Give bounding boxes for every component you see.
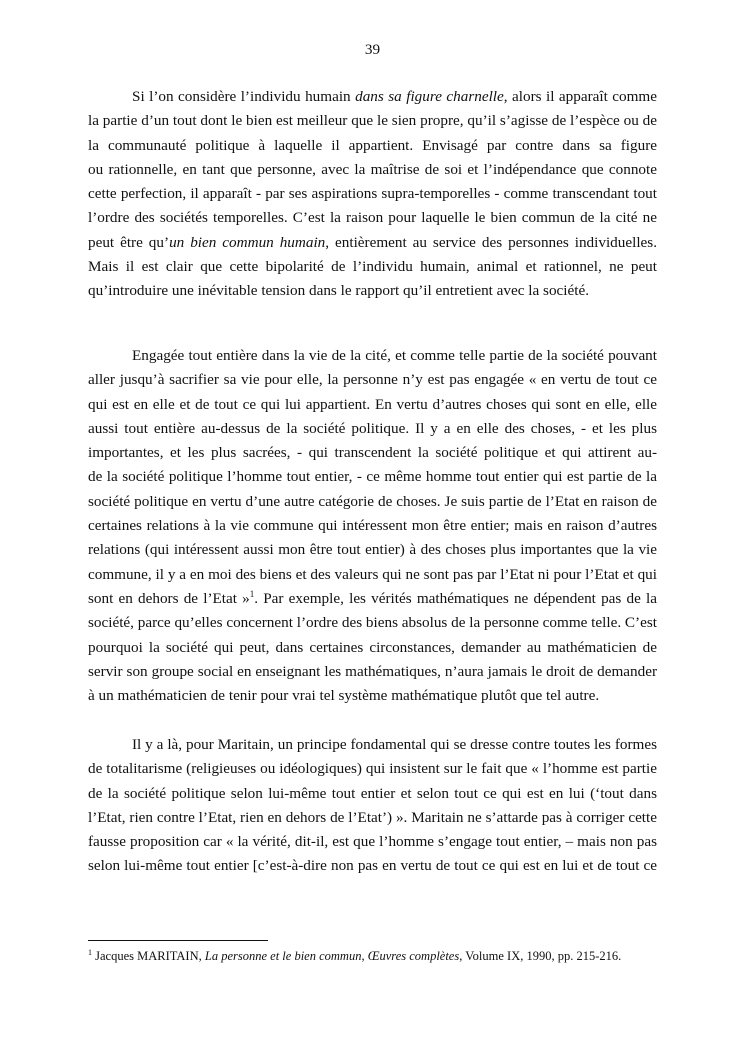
- text-segment: l’Etat, rien contre l’Etat, rien en dehors de l’Etat’) ». Maritain ne s’attarde pas à corriger cette: [88, 808, 657, 826]
- text-line: [88, 490, 657, 514]
- text-line: [88, 134, 657, 158]
- text-segment: certaines relations à la vie commune qui intéressent mon être entier; mais en raison d’autres: [88, 517, 657, 535]
- text-line: [88, 368, 657, 392]
- footnote-details: , Volume IX, 1990, pp. 215-216.: [459, 949, 622, 963]
- text-segment: aller jusqu’à sacrifier sa vie pour elle, la personne n’y est pas engagée « en vertu de tout ce: [88, 371, 657, 389]
- text-segment: qui est en elle et de tout ce qui lui appartient. En vertu d’autres choses qui sont en elle, elle: [88, 395, 657, 413]
- text-segment: , alors il apparaît comme: [503, 88, 657, 105]
- text-segment: Mais il est clair que cette bipolarité de l’individu humain, animal et rationnel, ne peut: [88, 258, 657, 276]
- text-line: [88, 279, 657, 303]
- text-line: [88, 109, 657, 133]
- text-line: [88, 660, 657, 684]
- text-line: [88, 231, 657, 255]
- text-line: [88, 182, 657, 206]
- text-segment: . Par exemple, les vérités mathématiques ne dépendent pas de la: [254, 589, 657, 607]
- text-line: [88, 344, 657, 368]
- page-number: 39: [364, 41, 381, 58]
- footnote-marker: 1: [88, 948, 92, 957]
- paragraph-3: [88, 733, 657, 879]
- footnote-reference: 1: [249, 588, 255, 599]
- text-line: [88, 441, 657, 465]
- text-line: [88, 684, 657, 708]
- text-segment: de totalitarisme (religieuses ou idéologiques) qui insistent sur le fait que « l’homme est partie: [88, 760, 657, 778]
- footnote-collection: Œuvres complètes: [367, 949, 460, 963]
- text-line: [88, 757, 657, 781]
- text-line: [88, 85, 657, 109]
- text-segment: la communauté politique à laquelle il appartient. Envisagé par contre dans sa figure: [88, 136, 657, 154]
- text-segment: pourquoi la société qui peut, dans certaines circonstances, demander au mathématicien de: [88, 638, 657, 656]
- text-line: [88, 611, 657, 635]
- footnote: [88, 947, 621, 965]
- text-line: [88, 587, 657, 611]
- italic-text: un bien commun humain: [169, 233, 326, 251]
- text-line: [88, 206, 657, 230]
- text-segment: société politique en vertu d’une autre catégorie de choses. Je suis partie de l’Etat en raison de: [88, 492, 657, 510]
- text-segment: commune, il y a en moi des biens et des valeurs qui ne sont pas par l’Etat ni pour l’Etat et qui: [88, 565, 657, 583]
- text-line: [88, 465, 657, 489]
- text-line: [88, 255, 657, 279]
- text-segment: société, parce qu’elles concernent l’ordre des biens absolus de la personne comme telle. C’est: [88, 614, 657, 632]
- text-line: [88, 393, 657, 417]
- paragraph-2: [88, 344, 657, 708]
- text-segment: sont en dehors de l’Etat »: [88, 589, 250, 607]
- text-line: [88, 782, 657, 806]
- text-line: [88, 158, 657, 182]
- footnote-title: La personne et le bien commun: [204, 949, 362, 963]
- text-segment: ou rationnelle, en tant que personne, avec la maîtrise de soi et l’indépendance que connote: [88, 160, 657, 178]
- text-segment: aussi tout entière au-dessus de la société politique. Il y a en elle des choses, - et les plus: [88, 419, 657, 437]
- text-segment: servir son groupe social en enseignant les mathématiques, n’aura jamais le droit de demander: [88, 662, 657, 680]
- text-segment: de la société politique l’homme tout entier, - ce même homme tout entier qui est partie de la: [88, 468, 657, 486]
- text-line: [88, 417, 657, 441]
- text-segment: cette perfection, il apparaît - par ses aspirations supra-temporelles - comme transcendant tout: [88, 185, 657, 203]
- text-segment: peut être qu’: [88, 233, 170, 251]
- text-segment: de la société politique selon lui-même tout entier et selon tout ce qui est en lui (‘tout dans: [88, 784, 657, 802]
- text-line: [88, 514, 657, 538]
- italic-text: dans sa figure charnelle: [355, 88, 504, 105]
- text-segment: à un mathématicien de tenir pour vrai tel système mathématique plutôt que tel autre.: [88, 687, 600, 705]
- text-segment: relations (qui intéressent aussi mon être tout entier) à des choses plus importantes que la vie: [88, 541, 657, 559]
- text-segment: la partie d’un tout dont le bien est meilleur que le sien propre, qu’il s’agisse de l’espèce ou de: [88, 112, 657, 130]
- text-line: [88, 636, 657, 660]
- text-segment: Engagée tout entière dans la vie de la cité, et comme telle partie de la société pouvant: [132, 347, 657, 364]
- text-segment: selon lui-même tout entier [c’est-à-dire non pas en vertu de tout ce qui est en lui et de tout ce: [88, 857, 657, 875]
- text-segment: l’ordre des sociétés temporelles. C’est la raison pour laquelle le bien commun de la cité ne: [88, 209, 657, 227]
- text-segment: Il y a là, pour Maritain, un principe fondamental qui se dresse contre toutes les formes: [132, 736, 657, 753]
- text-line: [88, 830, 657, 854]
- text-line: [88, 538, 657, 562]
- text-line: [88, 733, 657, 757]
- text-line: [88, 806, 657, 830]
- footnote-author: Jacques MARITAIN,: [92, 949, 205, 963]
- text-segment: Si l’on considère l’individu humain: [132, 88, 356, 105]
- text-segment: fausse proposition car « la vérité, dit-il, est que l’homme s’engage tout entier, – mais non pas: [88, 833, 657, 851]
- text-segment: , entièrement au service des personnes individuelles.: [325, 233, 657, 251]
- text-segment: qu’introduire une inévitable tension dans le rapport qu’il entretient avec la société.: [88, 282, 590, 300]
- text-line: [88, 854, 657, 878]
- footnote-divider: [88, 940, 268, 941]
- text-line: [88, 563, 657, 587]
- text-segment: importantes, et les plus sacrées, - qui transcendent la société politique et qui attirent au-: [88, 444, 657, 462]
- paragraph-1: [88, 85, 657, 304]
- footnote-separator: ,: [361, 949, 368, 963]
